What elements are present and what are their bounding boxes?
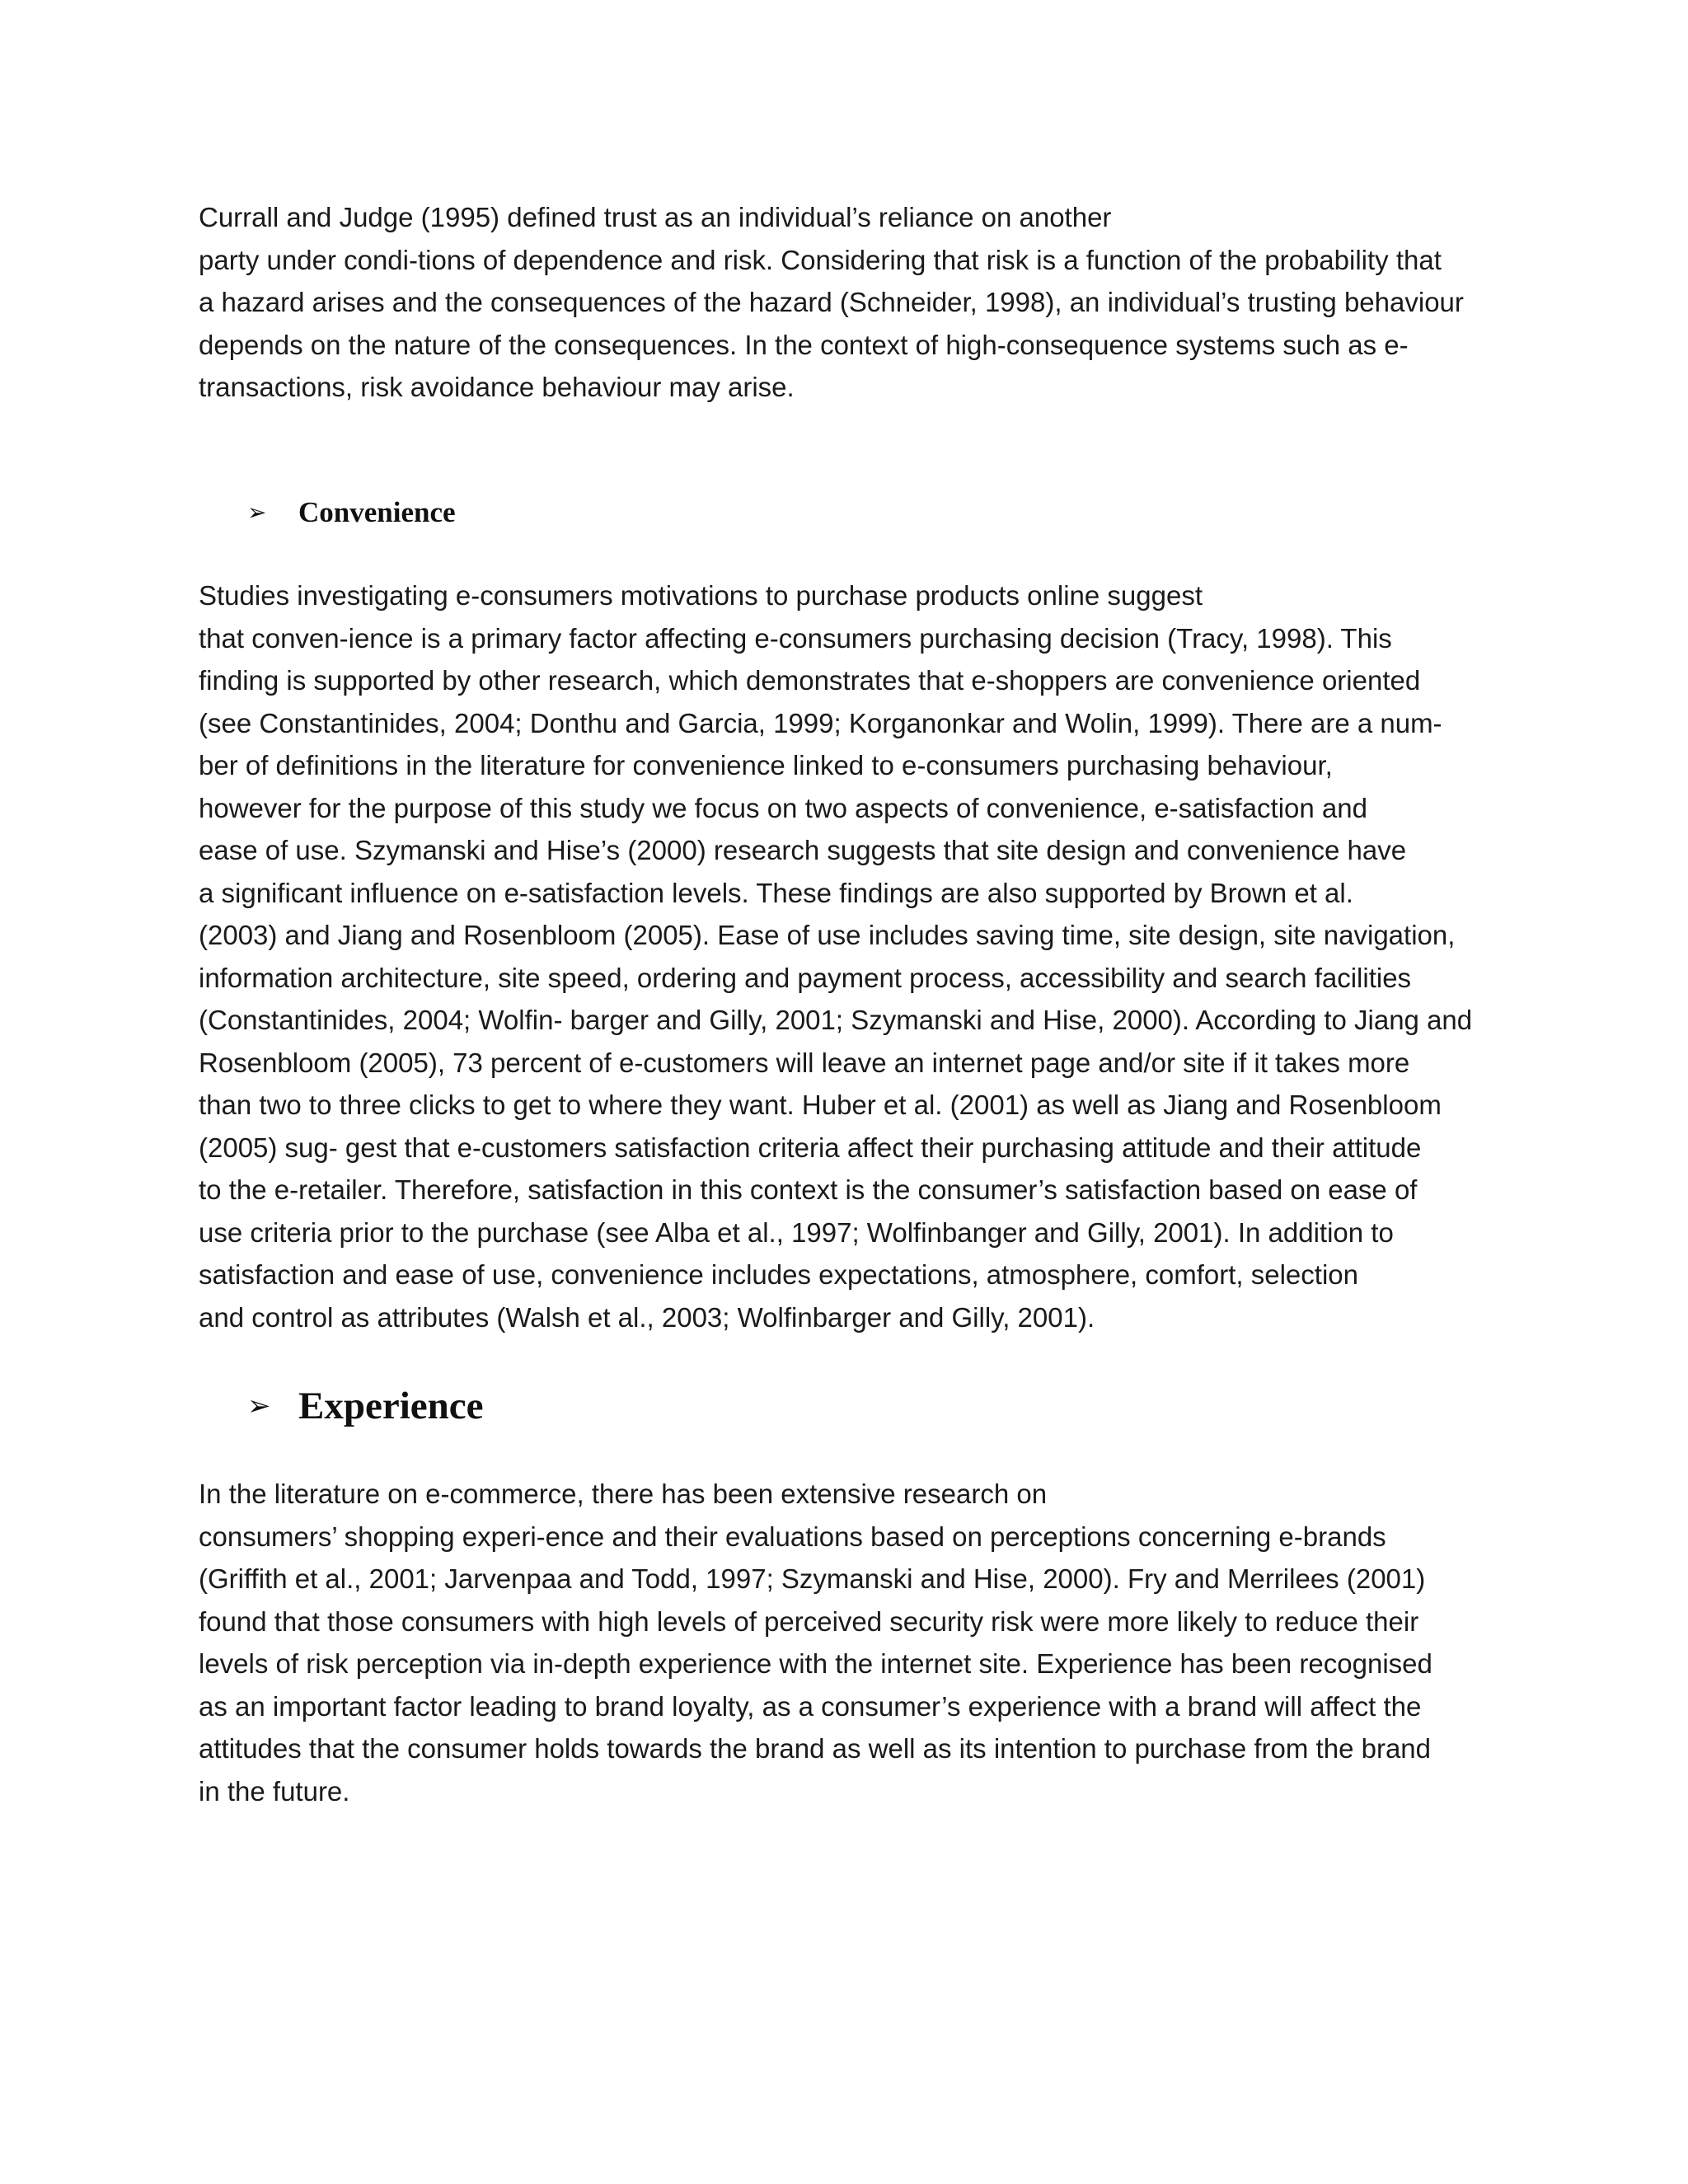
paragraph-convenience: Studies investigating e-consumers motivations to purchase products online suggest that conven-ience is a primary factor affecting e-consumers purchasing decision (Tracy, 1998). This finding is supported by other research, which demonstrates that e-shoppers are convenience oriented (see Constantinides, 2004; Donthu and Garcia, 1999; Korganonkar and Wolin, 1999). There are a num- ber of definitions in the literature for convenience linked to e-consumers purchasing behaviour, however for the purpose of this study we focus on two aspects of convenience, e-satisfaction and ease of use. Szymanski and Hise’s (2000) research suggests that site design and convenience have a significant influence on e-satisfaction levels. These findings are also supported by Brown et al. (2003) and Jiang and Rosenbloom (2005). Ease of use includes saving time, site design, site navigation, information architecture, site speed, ordering and payment process, accessibility and search facilities (Constantinides, 2004; Wolfin- barger and Gilly, 2001; Szymanski and Hise, 2000). According to Jiang and Rosenbloom (2005), 73 percent of e-customers will leave an internet page and/or site if it takes more than two to three clicks to get to where they want. Huber et al. (2001) as well as Jiang and Rosenbloom (2005) sug- gest that e-customers satisfaction criteria affect their purchasing attitude and their attitude to the e-retailer. Therefore, satisfaction in this context is the consumer’s satisfaction based on ease of use criteria prior to the purchase (see Alba et al., 1997; Wolfinbanger and Gilly, 2001). In addition to satisfaction and ease of use, convenience includes expectations, atmosphere, comfort, selection and control as attributes (Walsh et al., 2003; Wolfinbarger and Gilly, 2001). <box>199 580 1473 1333</box>
section-heading-experience <box>247 1381 484 1431</box>
section-heading-convenience <box>247 492 456 533</box>
paragraph-experience: In the literature on e-commerce, there has been extensive research on consumers’ shopping experi-ence and their evaluations based on perceptions concerning e-brands (Griffith et al., 2001; Jarvenpaa and Todd, 1997; Szymanski and Hise, 2000). Fry and Merrilees (2001) found that those consumers with high levels of perceived security risk were more likely to reduce their levels of risk perception via in-depth experience with the internet site. Experience has been recognised as an important factor leading to brand loyalty, as a consumer’s experience with a brand will affect the attitudes that the consumer holds towards the brand as well as its intention to purchase from the brand in the future. <box>199 1479 1432 1807</box>
arrowhead-bullet-icon: ➢ <box>247 499 267 526</box>
arrowhead-bullet-icon: ➢ <box>247 1390 271 1422</box>
paragraph-trust: Currall and Judge (1995) defined trust as an individual’s reliance on another party under condi-tions of dependence and risk. Considering that risk is a function of the probability that a hazard arises and the consequences of the hazard (Schneider, 1998), an individual’s trusting behaviour depends on the nature of the consequences. In the context of high-consequence systems such as e- transactions, risk avoidance behaviour may arise. <box>199 202 1464 402</box>
section-title-convenience: Convenience <box>298 496 456 528</box>
section-title-experience: Experience <box>298 1385 484 1427</box>
